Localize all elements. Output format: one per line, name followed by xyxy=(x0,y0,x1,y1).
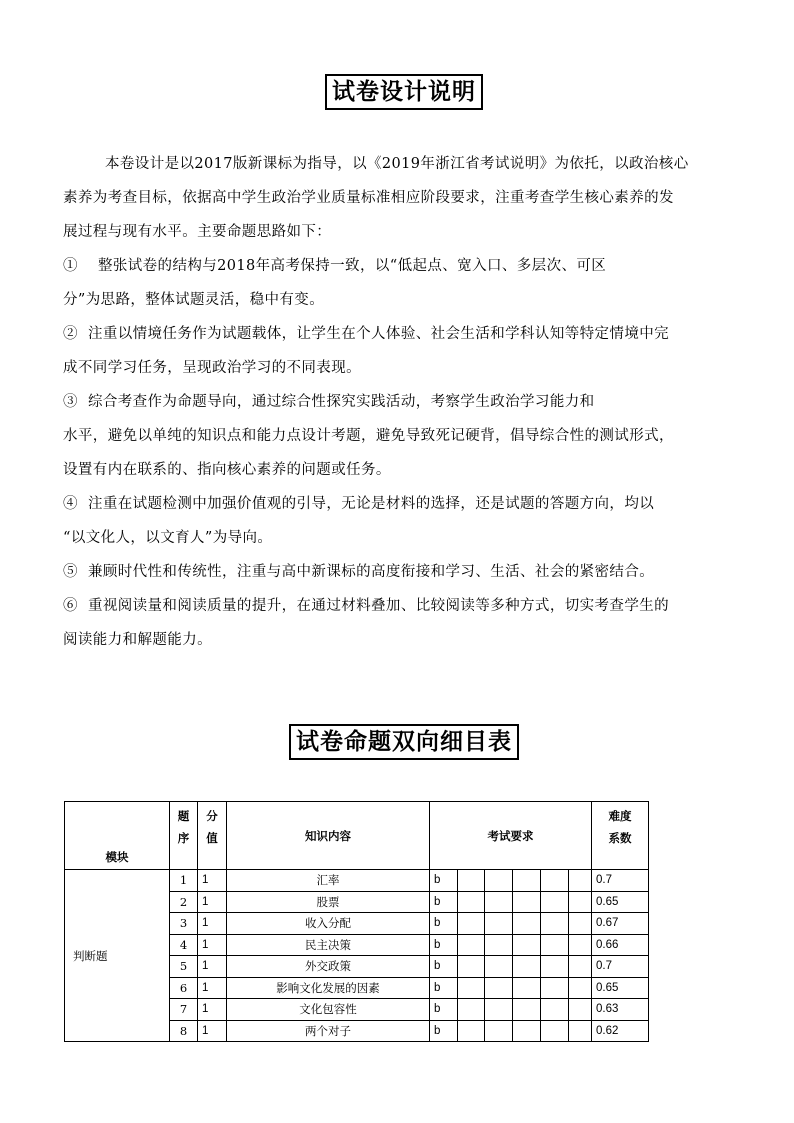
row-req: b xyxy=(430,1020,458,1042)
req-empty xyxy=(458,956,485,978)
row-req: b xyxy=(430,977,458,999)
table-title: 试卷命题双向细目表 xyxy=(289,724,519,760)
point-marker: ④ xyxy=(63,496,78,512)
row-content: 两个对子 xyxy=(227,1020,430,1042)
req-empty xyxy=(569,977,592,999)
req-empty xyxy=(485,956,513,978)
row-no: 4 xyxy=(170,934,198,956)
req-empty xyxy=(458,977,485,999)
req-empty xyxy=(458,1020,485,1042)
req-empty xyxy=(458,913,485,935)
row-content: 影响文化发展的因素 xyxy=(227,977,430,999)
row-score: 1 xyxy=(198,956,227,978)
point-marker: ⑤ xyxy=(63,564,78,580)
point-4 xyxy=(63,492,654,513)
req-empty xyxy=(485,999,513,1021)
row-diff: 0.65 xyxy=(592,977,649,999)
header-score-1: 分 xyxy=(206,809,218,823)
row-diff: 0.62 xyxy=(592,1020,649,1042)
header-content: 知识内容 xyxy=(227,802,430,870)
point-5 xyxy=(63,560,654,581)
req-empty xyxy=(458,891,485,913)
row-score: 1 xyxy=(198,999,227,1021)
point-marker: ① xyxy=(63,258,78,274)
req-empty xyxy=(569,870,592,892)
row-no: 8 xyxy=(170,1020,198,1042)
req-empty xyxy=(569,891,592,913)
point-1 xyxy=(63,254,606,275)
table-header-row xyxy=(65,802,649,870)
point-text: 重视阅读量和阅读质量的提升，在通过材料叠加、比较阅读等多种方式，切实考查学生的 xyxy=(87,598,670,614)
req-empty xyxy=(513,891,541,913)
req-empty xyxy=(458,870,485,892)
row-diff: 0.7 xyxy=(592,956,649,978)
point-4-cont: “以文化人，以文育人”为导向。 xyxy=(63,530,273,546)
req-empty xyxy=(485,913,513,935)
row-diff: 0.65 xyxy=(592,891,649,913)
row-no: 6 xyxy=(170,977,198,999)
point-3-cont: 水平，避免以单纯的知识点和能力点设计考题，避免导致死记硬背，倡导综合性的测试形式， xyxy=(63,428,674,444)
row-content: 收入分配 xyxy=(227,913,430,935)
row-score: 1 xyxy=(198,891,227,913)
point-6 xyxy=(63,594,669,615)
req-empty xyxy=(485,977,513,999)
header-difficulty xyxy=(592,802,649,870)
point-text: 注重在试题检测中加强价值观的引导，无论是材料的选择，还是试题的答题方向，均以 xyxy=(87,496,655,512)
req-empty xyxy=(513,934,541,956)
point-1-cont: 分”为思路，整体试题灵活，稳中有变。 xyxy=(63,292,325,308)
header-order xyxy=(170,802,198,870)
req-empty xyxy=(513,913,541,935)
req-empty xyxy=(513,956,541,978)
req-empty xyxy=(485,870,513,892)
row-content: 外交政策 xyxy=(227,956,430,978)
req-empty xyxy=(541,977,569,999)
header-score xyxy=(198,802,227,870)
row-score: 1 xyxy=(198,977,227,999)
point-text: 注重以情境任务作为试题载体，让学生在个人体验、社会生活和学科认知等特定情境中完 xyxy=(87,326,670,342)
header-score-2: 值 xyxy=(206,831,218,845)
row-req: b xyxy=(430,891,458,913)
row-req: b xyxy=(430,870,458,892)
req-empty xyxy=(458,999,485,1021)
point-2 xyxy=(63,322,669,343)
row-req: b xyxy=(430,999,458,1021)
point-2-cont: 成不同学习任务，呈现政治学习的不同表现。 xyxy=(63,360,361,376)
header-order-1: 题 xyxy=(177,809,190,823)
req-empty xyxy=(513,977,541,999)
row-no: 3 xyxy=(170,913,198,935)
point-text: 综合考查作为命题导向，通过综合性探究实践活动，考察学生政治学习能力和 xyxy=(87,394,595,410)
row-diff: 0.67 xyxy=(592,913,649,935)
row-content: 文化包容性 xyxy=(227,999,430,1021)
req-empty xyxy=(513,999,541,1021)
header-module: 模块 xyxy=(65,802,170,870)
module-cell: 判断题 xyxy=(65,870,170,1042)
row-diff: 0.66 xyxy=(592,934,649,956)
point-3 xyxy=(63,390,595,411)
point-marker: ⑥ xyxy=(63,598,78,614)
point-text: 兼顾时代性和传统性，注重与高中新课标的高度衔接和学习、生活、社会的紧密结合。 xyxy=(87,564,655,580)
row-score: 1 xyxy=(198,913,227,935)
row-req: b xyxy=(430,934,458,956)
req-empty xyxy=(569,913,592,935)
header-order-2: 序 xyxy=(177,831,190,845)
point-3-cont2: 设置有内在联系的、指向核心素养的问题或任务。 xyxy=(63,462,391,478)
point-6-cont: 阅读能力和解题能力。 xyxy=(63,632,212,648)
table-row xyxy=(65,870,649,892)
row-req: b xyxy=(430,956,458,978)
header-requirement: 考试要求 xyxy=(430,802,592,870)
req-empty xyxy=(541,913,569,935)
header-difficulty-1: 难度 xyxy=(608,809,632,823)
row-no: 5 xyxy=(170,956,198,978)
req-empty xyxy=(485,1020,513,1042)
req-empty xyxy=(541,999,569,1021)
row-no: 1 xyxy=(170,870,198,892)
point-marker: ③ xyxy=(63,394,78,410)
req-empty xyxy=(513,1020,541,1042)
point-marker: ② xyxy=(63,326,78,342)
req-empty xyxy=(569,934,592,956)
header-difficulty-2: 系数 xyxy=(608,831,632,845)
point-text: 整张试卷的结构与2018年高考保持一致，以“低起点、宽入口、多层次、可区 xyxy=(97,258,607,274)
row-req: b xyxy=(430,913,458,935)
req-empty xyxy=(485,891,513,913)
design-title: 试卷设计说明 xyxy=(325,74,483,110)
req-empty xyxy=(513,870,541,892)
row-score: 1 xyxy=(198,1020,227,1042)
req-empty xyxy=(541,870,569,892)
req-empty xyxy=(485,934,513,956)
row-no: 2 xyxy=(170,891,198,913)
intro-line-2: 素养为考查目标，依据高中学生政治学业质量标准相应阶段要求，注重考查学生核心素养的发 xyxy=(63,190,674,206)
req-empty xyxy=(541,891,569,913)
req-empty xyxy=(541,934,569,956)
spec-table xyxy=(64,801,649,1042)
req-empty xyxy=(541,956,569,978)
row-content: 汇率 xyxy=(227,870,430,892)
row-content: 民主决策 xyxy=(227,934,430,956)
row-score: 1 xyxy=(198,934,227,956)
req-empty xyxy=(569,1020,592,1042)
row-no: 7 xyxy=(170,999,198,1021)
req-empty xyxy=(569,999,592,1021)
req-empty xyxy=(458,934,485,956)
req-empty xyxy=(541,1020,569,1042)
intro-line-1: 本卷设计是以2017版新课标为指导，以《2019年浙江省考试说明》为依托，以政治核心 xyxy=(105,156,689,172)
row-diff: 0.63 xyxy=(592,999,649,1021)
intro-line-3: 展过程与现有水平。主要命题思路如下： xyxy=(63,224,332,240)
req-empty xyxy=(569,956,592,978)
row-score: 1 xyxy=(198,870,227,892)
row-content: 股票 xyxy=(227,891,430,913)
row-diff: 0.7 xyxy=(592,870,649,892)
